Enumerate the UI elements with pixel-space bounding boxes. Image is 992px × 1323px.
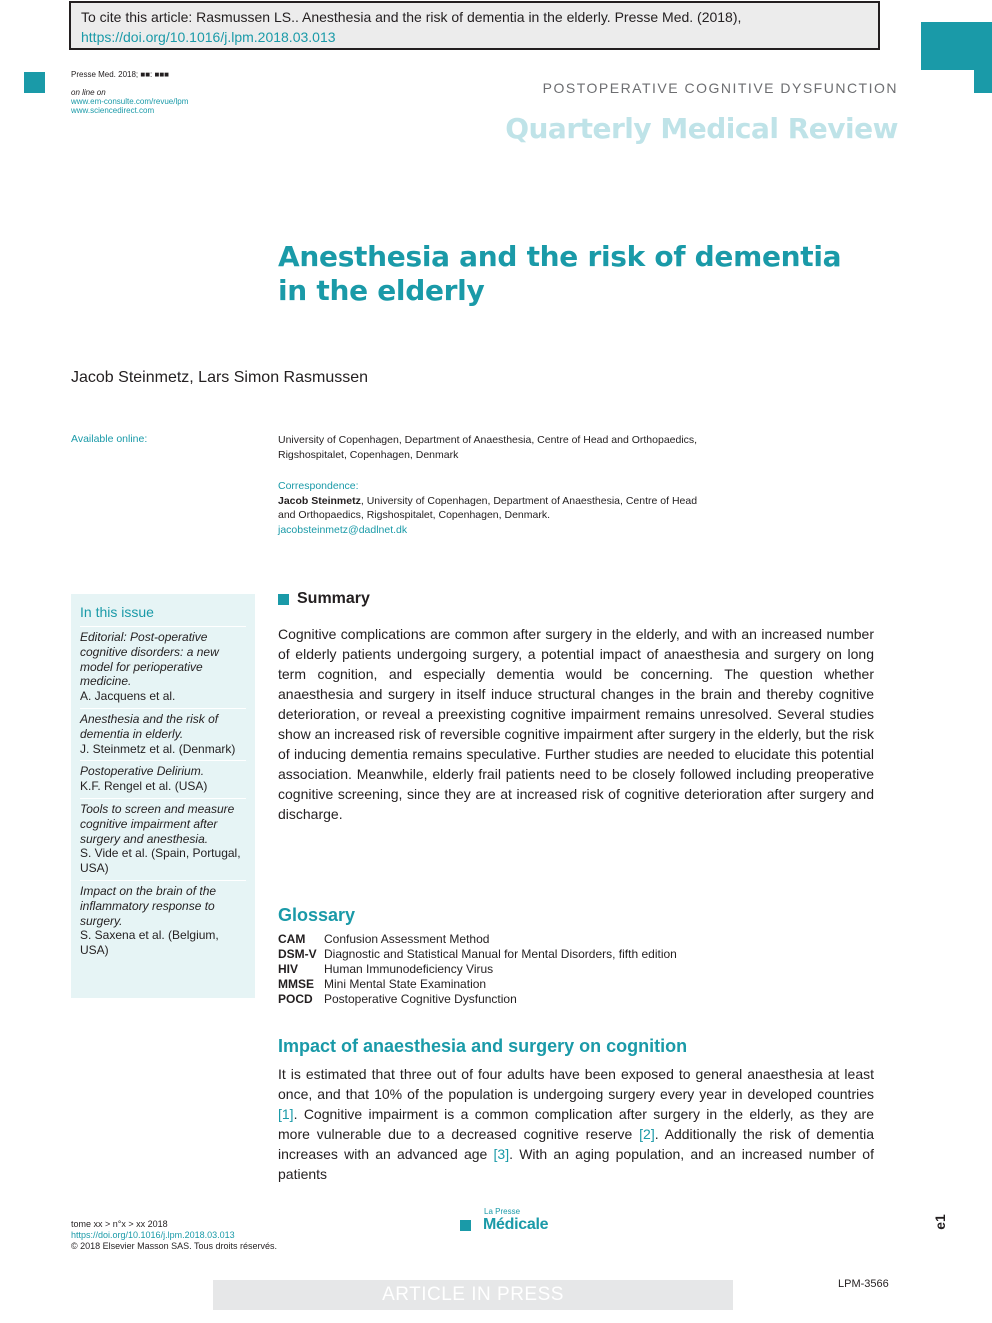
page-number: e1 — [932, 1214, 948, 1230]
glossary-abbr: HIV — [278, 962, 299, 976]
footer-doi-link[interactable]: https://doi.org/10.1016/j.lpm.2018.03.013 — [71, 1230, 235, 1240]
glossary-def: Confusion Assessment Method — [324, 932, 490, 946]
article-title: Anesthesia and the risk of dementia in the elderly — [278, 240, 842, 307]
correspondence-name: Jacob Steinmetz — [278, 494, 361, 507]
issue-item-title: Editorial: Post-operative cognitive disorders: a new model for perioperative medicine. — [80, 630, 219, 689]
glossary-abbr: MMSE — [278, 977, 314, 991]
rubric-title: Quarterly Medical Review — [505, 112, 898, 145]
glossary-entry — [278, 977, 677, 992]
reference-link[interactable]: [2] — [639, 1126, 655, 1142]
issue-item-authors: S. Vide et al. (Spain, Portugal, USA) — [80, 846, 241, 876]
summary-heading-label: Summary — [297, 590, 370, 607]
footer-info — [71, 1219, 277, 1252]
in-this-issue-box — [71, 594, 255, 998]
article-authors: Jacob Steinmetz, Lars Simon Rasmussen — [71, 369, 369, 386]
online-link-emconsulte[interactable]: www.em-consulte.com/revue/lpm — [71, 97, 189, 106]
glossary-entry — [278, 932, 677, 947]
glossary-def: Mini Mental State Examination — [324, 977, 487, 991]
reference-link[interactable]: [3] — [493, 1146, 510, 1162]
glossary-entry — [278, 992, 677, 1007]
glossary-def: Postoperative Cognitive Dysfunction — [324, 992, 517, 1006]
corner-accent-strip — [974, 22, 992, 93]
issue-item-authors: J. Steinmetz et al. (Denmark) — [80, 741, 236, 756]
section-heading: POSTOPERATIVE COGNITIVE DYSFUNCTION — [542, 80, 898, 96]
issue-item[interactable] — [80, 880, 246, 962]
in-this-issue-title: In this issue — [80, 604, 154, 620]
issue-item-authors: S. Saxena et al. (Belgium, USA) — [80, 928, 219, 958]
footer-volume: tome xx > n°x > xx 2018 — [71, 1219, 168, 1229]
correspondence-label: Correspondence: — [278, 480, 359, 492]
glossary-abbr: DSM-V — [278, 947, 317, 961]
correspondence-address: , University of Copenhagen, Department of Anaesthesia, Centre of Head and Orthopaedics, Rigshospitalet, Copenhagen, Denmark. — [278, 494, 698, 521]
reference-link[interactable]: [1] — [278, 1106, 294, 1122]
glossary-heading: Glossary — [278, 905, 356, 925]
glossary-list — [278, 932, 677, 1007]
left-accent-square — [24, 72, 45, 93]
glossary-abbr: POCD — [278, 992, 313, 1006]
summary-square-icon — [278, 594, 289, 605]
online-link-sciencedirect[interactable]: www.sciencedirect.com — [71, 106, 155, 115]
issue-item-title: Tools to screen and measure cognitive impairment after surgery and anesthesia. — [80, 801, 235, 846]
glossary-entry — [278, 947, 677, 962]
glossary-def: Diagnostic and Statistical Manual for Mental Disorders, fifth edition — [324, 947, 677, 961]
issue-item-authors: K.F. Rengel et al. (USA) — [80, 779, 208, 794]
summary-text: Cognitive complications are common after surgery in the elderly, and with an increased number of elderly patients undergoing surgery, a potential impact of anaesthesia and surgery on long term cognition, and especially dementia would be concerning. The question whether anaesthesia and surgery in itself induce structural changes in the brain and thereby cognitive deterioration, or reveal a preexisting cognitive impairment remains unresolved. Several studies show an increased risk of reversible cognitive impairment after surgery in the elderly, but the risk of inducing dementia remains speculative. Further studies are needed to elucidate this potential association. Meanwhile, elderly frail patients need to be closely followed including preoperative cognitive screening, since they are at increased risk of cognitive deterioration after surgery and discharge. — [278, 626, 874, 822]
issue-item-title: Anesthesia and the risk of dementia in elderly. — [80, 711, 219, 741]
correspondence-block — [278, 479, 698, 537]
article-in-press-banner: ARTICLE IN PRESS — [213, 1280, 733, 1310]
available-online-label: Available online: — [71, 433, 148, 445]
issue-item-authors: A. Jacquens et al. — [80, 689, 176, 704]
correspondence-email[interactable]: jacobsteinmetz@dadlnet.dk — [278, 523, 408, 536]
citation-doi-link[interactable]: https://doi.org/10.1016/j.lpm.2018.03.013 — [81, 29, 336, 45]
issue-item-title: Impact on the brain of the inflammatory response to surgery. — [80, 883, 217, 928]
logo-name: Médicale — [483, 1216, 549, 1233]
issue-item[interactable] — [80, 760, 246, 798]
issue-item[interactable] — [80, 798, 246, 880]
journal-logo — [460, 1208, 548, 1234]
citation-box — [69, 1, 880, 50]
issue-item[interactable] — [80, 708, 246, 760]
impact-paragraph — [278, 1064, 874, 1184]
glossary-entry — [278, 962, 677, 977]
impact-text-2: . Cognitive impairment is a common complication after surgery in the elderly, as they are more vulnerable due to a decreased cognitive reserve — [278, 1106, 874, 1142]
impact-text-4: . With an aging population, and an increased number of patients — [278, 1146, 874, 1182]
journal-info: Presse Med. 2018; ■■: ■■■ — [71, 70, 169, 79]
footer-copyright: © 2018 Elsevier Masson SAS. Tous droits réservés. — [71, 1241, 278, 1251]
online-label: on line on — [71, 88, 106, 97]
issue-item[interactable] — [80, 626, 246, 708]
article-id: LPM-3566 — [838, 1278, 889, 1290]
glossary-abbr: CAM — [278, 932, 306, 946]
impact-text-1: It is estimated that three out of four adults have been exposed to general anaesthesia at least once, and that 10% of the population is undergoing surgery every year in developed countries — [278, 1066, 874, 1102]
citation-text: To cite this article: Rasmussen LS.. Anesthesia and the risk of dementia in the elderly. Presse Med. (2018), — [81, 9, 742, 25]
logo-square-icon — [460, 1220, 471, 1231]
summary-heading — [278, 590, 370, 608]
impact-text-3: . Additionally the risk of dementia increases with an advanced age — [278, 1126, 875, 1162]
logo-small-text: La Presse — [484, 1207, 521, 1216]
impact-heading: Impact of anaesthesia and surgery on cognition — [278, 1036, 688, 1056]
affiliation: University of Copenhagen, Department of Anaesthesia, Centre of Head and Orthopaedics, Rigshospitalet, Copenhagen, Denmark — [278, 434, 698, 461]
issue-item-title: Postoperative Delirium. — [80, 764, 205, 779]
glossary-def: Human Immunodeficiency Virus — [324, 962, 494, 976]
online-links — [71, 88, 188, 115]
